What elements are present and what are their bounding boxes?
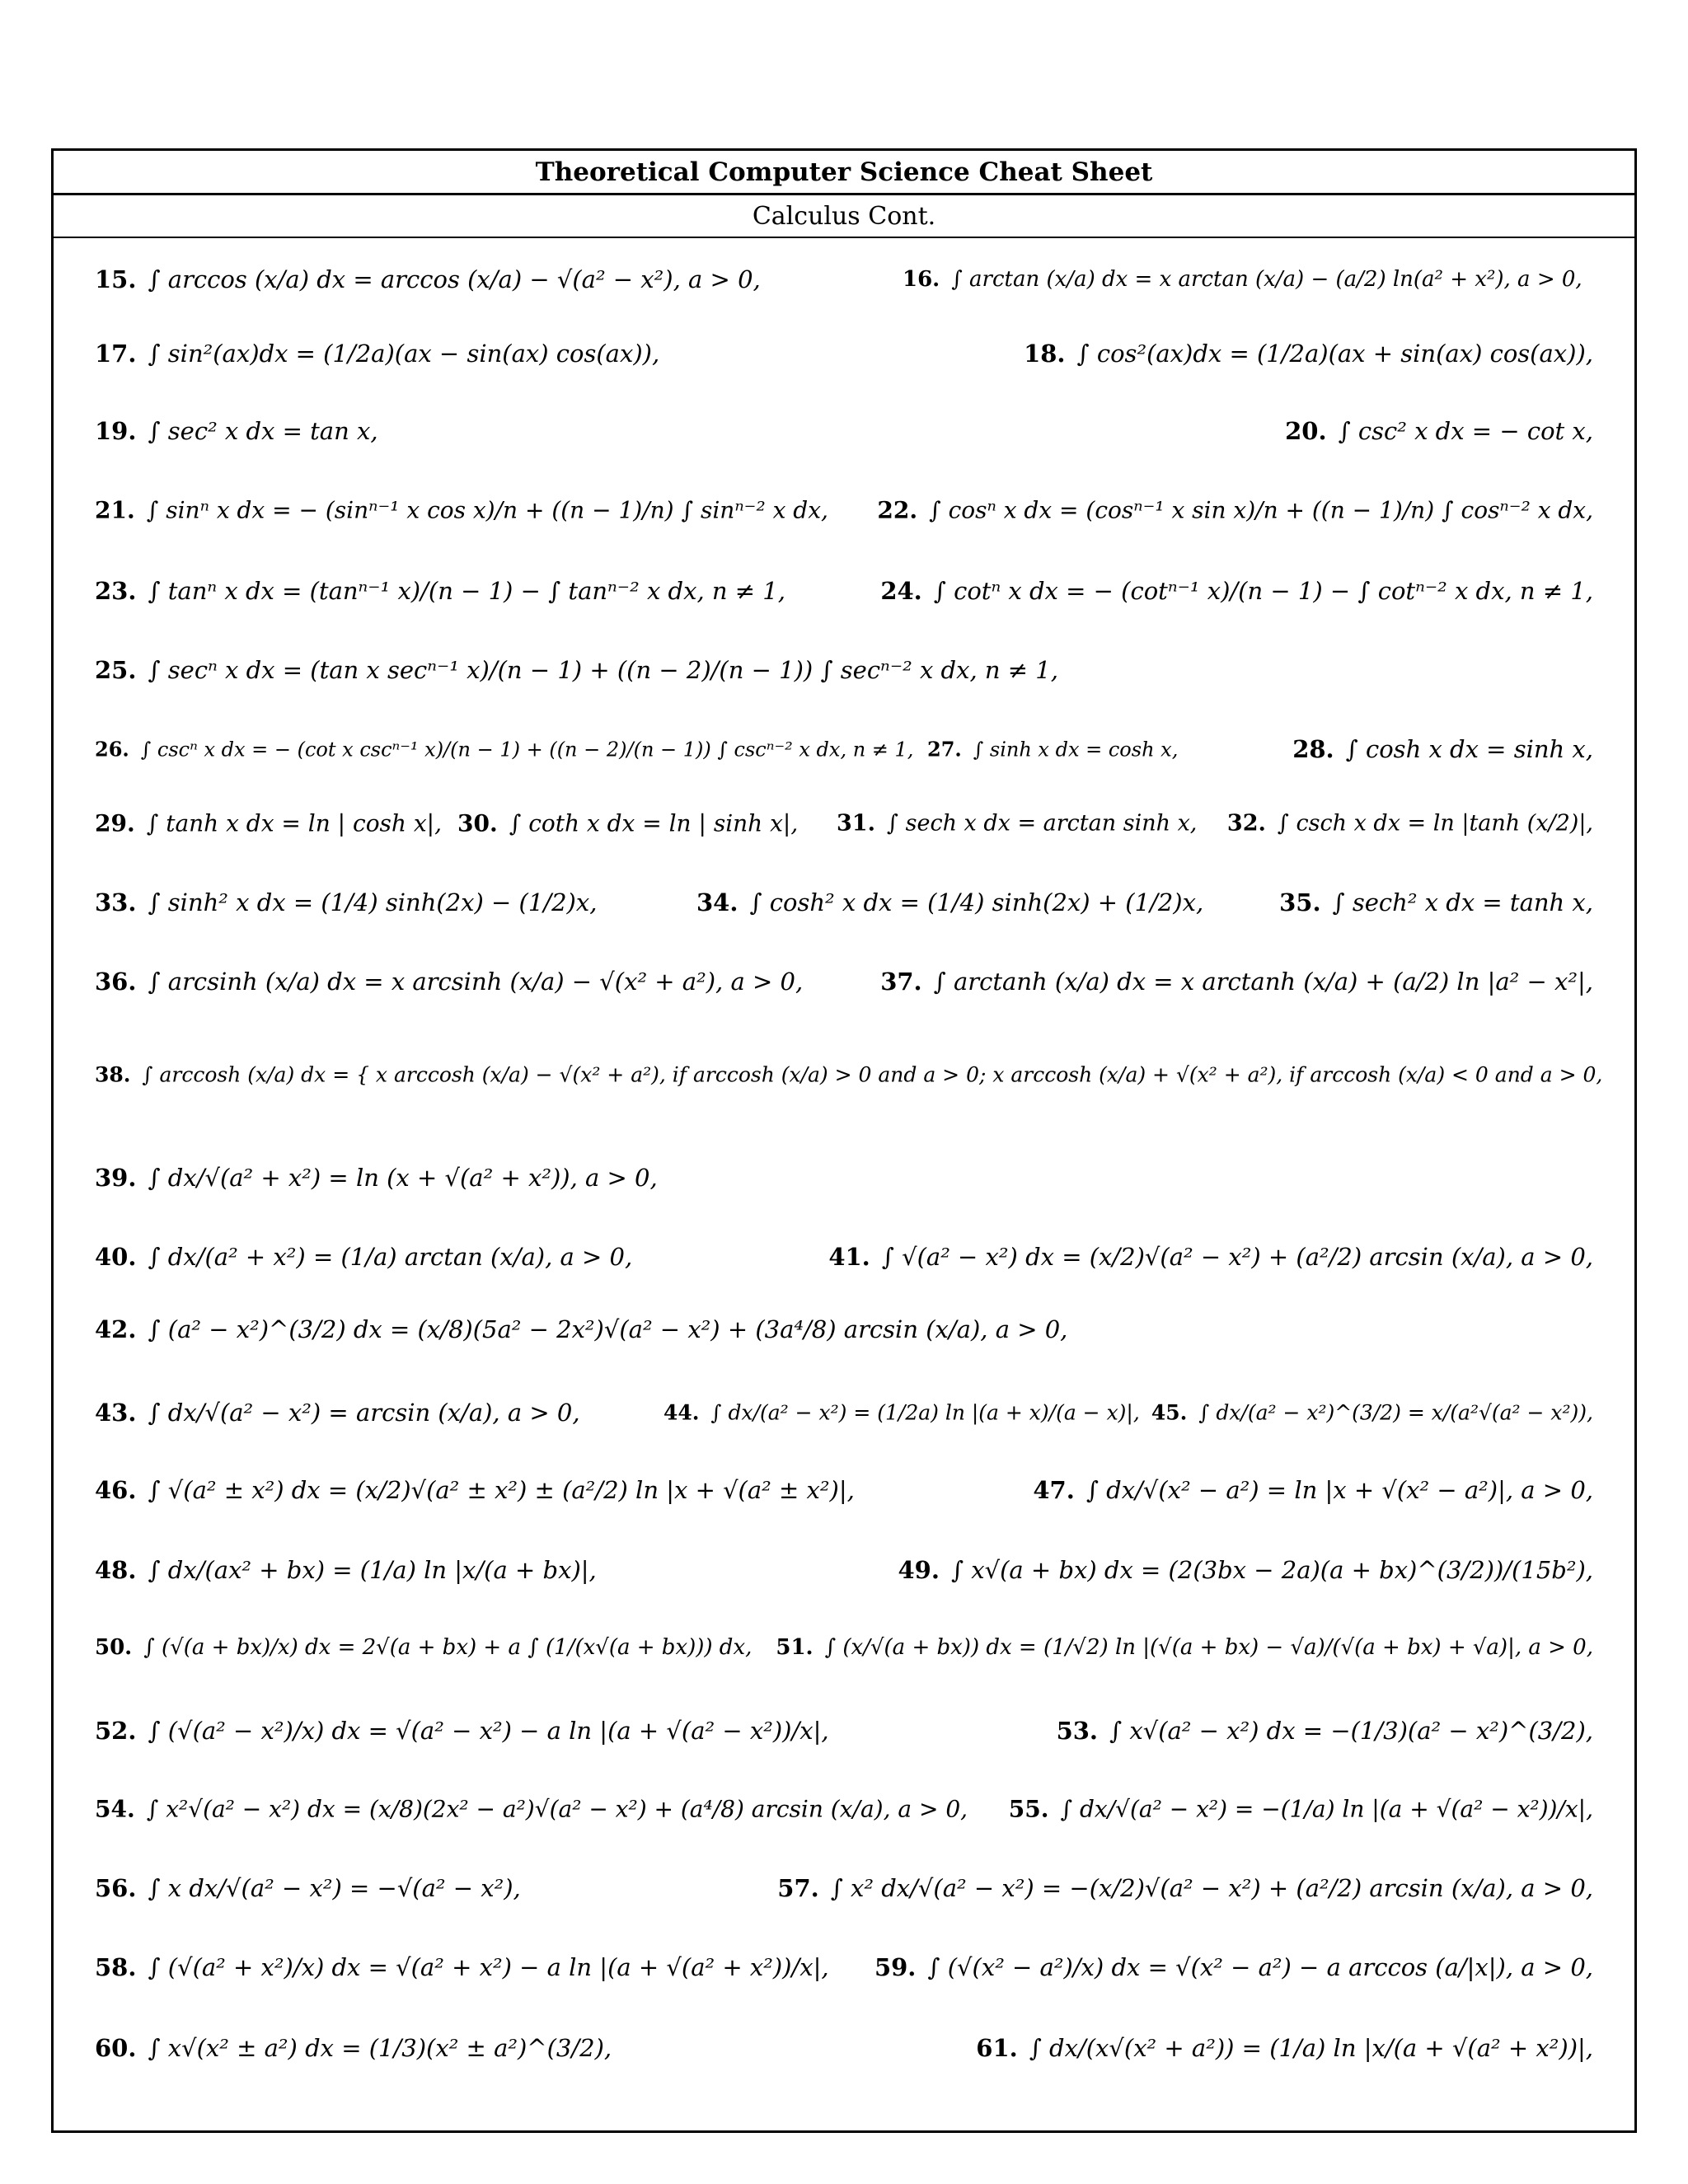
- formula-expression: ∫ sin²(ax)dx = (1/2a)(ax − sin(ax) cos(ax)),: [148, 340, 660, 368]
- formula-number: 46.: [95, 1476, 137, 1504]
- formula-expression: ∫ (a² − x²)^(3/2) dx = (x/8)(5a² − 2x²)√(a² − x²) + (3a⁴/8) arcsin (x/a), a > 0,: [148, 1315, 1068, 1343]
- formula-expression: ∫ arctanh (x/a) dx = x arctanh (x/a) + (a/2) ln |a² − x²|,: [933, 968, 1593, 996]
- formula-expression: ∫ (√(x² − a²)/x) dx = √(x² − a²) − a arccos (a/|x|), a > 0,: [927, 1953, 1593, 1981]
- formula: [95, 340, 659, 368]
- formula-expression: ∫ (√(a² − x²)/x) dx = √(a² − x²) − a ln |(a + √(a² − x²))/x|,: [148, 1717, 829, 1745]
- formula-number: 56.: [95, 1874, 137, 1902]
- formula-expression: ∫ (√(a² + x²)/x) dx = √(a² + x²) − a ln |(a + √(a² + x²))/x|,: [148, 1953, 829, 1981]
- formula-expression: ∫ csch x dx = ln |tanh (x/2)|,: [1277, 810, 1593, 837]
- formula-expression: ∫ arcsinh (x/a) dx = x arcsinh (x/a) − √(x² + a²), a > 0,: [148, 968, 804, 996]
- formula: [880, 577, 1593, 605]
- page-title: Theoretical Computer Science Cheat Sheet: [54, 151, 1634, 195]
- formula-row: [54, 629, 1634, 711]
- formula: [1057, 1717, 1593, 1745]
- formula-row: [54, 321, 1634, 387]
- formula-number: 31.: [837, 810, 875, 837]
- formula-expression: ∫ x√(x² ± a²) dx = (1/3)(x² ± a²)^(3/2),: [148, 2034, 612, 2062]
- formula: [696, 888, 1203, 916]
- formula-number: 37.: [880, 968, 922, 996]
- formula: [457, 810, 798, 837]
- formula-row: [54, 550, 1634, 632]
- formula-number: 54.: [95, 1795, 135, 1823]
- formula-number: 41.: [828, 1243, 870, 1271]
- section-title: Calculus Cont.: [54, 195, 1634, 238]
- formula-row: [54, 1367, 1634, 1458]
- formula-row: [54, 869, 1634, 935]
- formula-number: 59.: [874, 1953, 917, 1981]
- formula-number: 36.: [95, 968, 137, 996]
- formula-row: [54, 246, 1634, 312]
- formula-number: 34.: [696, 888, 738, 916]
- formula: [903, 267, 1582, 292]
- formula-expression: ∫ dx/(ax² + bx) = (1/a) ln |x/(a + bx)|,: [148, 1556, 597, 1584]
- formula-number: 21.: [95, 496, 135, 524]
- formula-number: 50.: [95, 1635, 133, 1660]
- formula-number: 33.: [95, 888, 137, 916]
- formula-row: [54, 1529, 1634, 1611]
- formula: [1024, 340, 1593, 368]
- formula-expression: ∫ sinⁿ x dx = − (sinⁿ⁻¹ x cos x)/n + ((n − 1)/n) ∫ sinⁿ⁻² x dx,: [146, 496, 828, 524]
- formula-row: [54, 2007, 1634, 2089]
- formula-number: 60.: [95, 2034, 137, 2062]
- formula-expression: ∫ secⁿ x dx = (tan x secⁿ⁻¹ x)/(n − 1) + ((n − 2)/(n − 1)) ∫ secⁿ⁻² x dx, n ≠ 1,: [148, 656, 1058, 684]
- formula: [95, 968, 803, 996]
- formula: [95, 656, 1058, 684]
- formula-expression: ∫ cosh x dx = sinh x,: [1345, 735, 1593, 763]
- formula-row: [54, 790, 1634, 856]
- formula-expression: ∫ coth x dx = ln | sinh x|,: [509, 809, 799, 837]
- formula-expression: ∫ cscⁿ x dx = − (cot x cscⁿ⁻¹ x)/(n − 1) + ((n − 2)/(n − 1)) ∫ cscⁿ⁻² x dx, n ≠ 1,: [140, 738, 914, 761]
- formula-number: 48.: [95, 1556, 137, 1584]
- formula-number: 52.: [95, 1717, 137, 1745]
- formula-expression: ∫ √(a² ± x²) dx = (x/2)√(a² ± x²) ± (a²/2) ln |x + √(a² ± x²)|,: [148, 1476, 855, 1504]
- formula-number: 43.: [95, 1399, 137, 1427]
- formula-number: 38.: [95, 1062, 131, 1087]
- formula-expression: ∫ x√(a + bx) dx = (2(3bx − 2a)(a + bx)^(3/2))/(15b²),: [950, 1556, 1593, 1584]
- formula: [95, 1315, 1067, 1343]
- formula-number: 24.: [880, 577, 922, 605]
- formula: [1292, 735, 1593, 763]
- formula-row: [54, 1606, 1634, 1689]
- formula-number: 35.: [1279, 888, 1321, 916]
- formula-number: 57.: [777, 1874, 819, 1902]
- formula-expression: ∫ arccosh (x/a) dx = { x arccosh (x/a) − √(x² + a²), if arccosh (x/a) > 0 and a > 0; x arccosh (x/a) + √(x² + a²), if arccosh (x/a) < 0 and a > 0,: [142, 1062, 1603, 1087]
- formula: [776, 1635, 1593, 1660]
- formula-row: [54, 1926, 1634, 2008]
- formula-expression: ∫ x√(a² − x²) dx = −(1/3)(a² − x²)^(3/2),: [1109, 1717, 1593, 1745]
- formula-expression: ∫ cosⁿ x dx = (cosⁿ⁻¹ x sin x)/n + ((n − 1)/n) ∫ cosⁿ⁻² x dx,: [929, 496, 1593, 524]
- formula-expression: ∫ csc² x dx = − cot x,: [1338, 417, 1593, 445]
- formula-row: [54, 1021, 1634, 1128]
- formula-expression: ∫ dx/√(a² + x²) = ln (x + √(a² + x²)), a > 0,: [148, 1164, 658, 1192]
- formula-number: 51.: [776, 1635, 814, 1660]
- formula-row: [54, 1685, 1634, 1776]
- formula-number: 20.: [1285, 417, 1327, 445]
- formula: [976, 2034, 1593, 2062]
- formula-number: 27.: [927, 737, 962, 762]
- formula-expression: ∫ (√(a + bx)/x) dx = 2√(a + bx) + a ∫ (1/(x√(a + bx))) dx,: [143, 1635, 753, 1660]
- formula-number: 58.: [95, 1953, 137, 1981]
- formula-row: [54, 1453, 1634, 1527]
- formula: [95, 888, 597, 916]
- formula: [663, 1401, 1140, 1425]
- formula-number: 16.: [903, 267, 940, 292]
- formula-row: [54, 1768, 1634, 1850]
- formula: [95, 1063, 1602, 1087]
- formula-number: 18.: [1024, 340, 1066, 368]
- formula: [1279, 888, 1593, 916]
- formula: [898, 1556, 1594, 1584]
- formula-number: 29.: [95, 809, 135, 837]
- formula: [95, 577, 785, 605]
- formula: [95, 1243, 632, 1271]
- formula: [874, 1953, 1593, 1981]
- formula-expression: ∫ cos²(ax)dx = (1/2a)(ax + sin(ax) cos(ax)),: [1076, 340, 1593, 368]
- cheat-sheet: [51, 148, 1637, 2133]
- formula-number: 49.: [898, 1556, 940, 1584]
- formula-expression: ∫ sech² x dx = tanh x,: [1332, 888, 1593, 916]
- formula: [95, 738, 913, 762]
- formula: [95, 1399, 580, 1427]
- formula-number: 55.: [1008, 1795, 1049, 1823]
- formula: [877, 497, 1593, 524]
- formula-row: [54, 949, 1634, 1015]
- formula-expression: ∫ (x/√(a + bx)) dx = (1/√2) ln |(√(a + bx) − √a)/(√(a + bx) + √a)|, a > 0,: [824, 1635, 1593, 1660]
- formula-expression: ∫ sech x dx = arctan sinh x,: [886, 810, 1198, 837]
- formula: [927, 738, 1178, 762]
- formula: [1227, 811, 1593, 837]
- formula-expression: ∫ cosh² x dx = (1/4) sinh(2x) + (1/2)x,: [749, 888, 1204, 916]
- formula-expression: ∫ arctan (x/a) dx = x arctan (x/a) − (a/2) ln(a² + x²), a > 0,: [951, 267, 1582, 292]
- formula: [1009, 1796, 1593, 1823]
- formula-number: 32.: [1226, 810, 1266, 837]
- formula-number: 47.: [1033, 1476, 1075, 1504]
- formula: [95, 1874, 521, 1902]
- formula: [95, 1796, 968, 1823]
- formula-expression: ∫ dx/(a² − x²) = (1/2a) ln |(a + x)/(a − x)|,: [710, 1400, 1140, 1425]
- formula-row: [54, 1847, 1634, 1929]
- formula-expression: ∫ cotⁿ x dx = − (cotⁿ⁻¹ x)/(n − 1) − ∫ cotⁿ⁻² x dx, n ≠ 1,: [933, 577, 1593, 605]
- formula-number: 53.: [1056, 1717, 1099, 1745]
- formula-number: 19.: [95, 417, 137, 445]
- formula: [95, 417, 378, 445]
- formula-number: 22.: [877, 496, 918, 524]
- formula-expression: ∫ dx/√(x² − a²) = ln |x + √(x² − a²)|, a > 0,: [1085, 1476, 1593, 1504]
- formula-number: 17.: [95, 340, 137, 368]
- formula: [95, 1635, 752, 1660]
- formula-expression: ∫ sinh x dx = cosh x,: [973, 738, 1179, 761]
- formula: [95, 2034, 612, 2062]
- formula-expression: ∫ √(a² − x²) dx = (x/2)√(a² − x²) + (a²/2) arcsin (x/a), a > 0,: [881, 1243, 1593, 1271]
- formula-expression: ∫ sinh² x dx = (1/4) sinh(2x) − (1/2)x,: [148, 888, 598, 916]
- formula-expression: ∫ dx/(x√(x² + a²)) = (1/a) ln |x/(a + √(a² + x²))|,: [1029, 2034, 1593, 2062]
- formula-number: 61.: [976, 2034, 1018, 2062]
- formula-expression: ∫ dx/√(a² − x²) = −(1/a) ln |(a + √(a² − x²))/x|,: [1060, 1795, 1593, 1823]
- formula: [95, 1717, 829, 1745]
- formula: [95, 1556, 597, 1584]
- formula-expression: ∫ sec² x dx = tan x,: [148, 417, 378, 445]
- formula: [880, 968, 1593, 996]
- formula-number: 39.: [95, 1164, 137, 1192]
- formula-expression: ∫ x²√(a² − x²) dx = (x/8)(2x² − a²)√(a² − x²) + (a⁴/8) arcsin (x/a), a > 0,: [146, 1795, 968, 1823]
- formula: [95, 1953, 829, 1981]
- formula-number: 42.: [95, 1315, 137, 1343]
- formula-row: [54, 398, 1634, 464]
- formula-row: [54, 708, 1634, 790]
- formula-number: 23.: [95, 577, 137, 605]
- formula-row: [54, 1216, 1634, 1298]
- formula-number: 15.: [95, 265, 137, 293]
- formula-number: 44.: [663, 1400, 700, 1425]
- formula-row: [54, 1137, 1634, 1219]
- formula-expression: ∫ tanⁿ x dx = (tanⁿ⁻¹ x)/(n − 1) − ∫ tanⁿ⁻² x dx, n ≠ 1,: [148, 577, 785, 605]
- formula-number: 30.: [457, 809, 498, 837]
- formula: [828, 1243, 1593, 1271]
- formula-number: 45.: [1151, 1400, 1188, 1425]
- formula: [95, 1164, 658, 1192]
- formula: [1033, 1476, 1593, 1504]
- formula: [95, 1476, 855, 1504]
- formula-expression: ∫ dx/√(a² − x²) = arcsin (x/a), a > 0,: [148, 1399, 580, 1427]
- formula-number: 26.: [95, 737, 129, 762]
- formula: [837, 811, 1197, 837]
- formula: [777, 1874, 1593, 1902]
- formula: [1285, 417, 1593, 445]
- formula-row: [54, 1296, 1634, 1362]
- formula-expression: ∫ dx/(a² + x²) = (1/a) arctan (x/a), a > 0,: [148, 1243, 633, 1271]
- formula-expression: ∫ x² dx/√(a² − x²) = −(x/2)√(a² − x²) + (a²/2) arcsin (x/a), a > 0,: [830, 1874, 1593, 1902]
- formula: [95, 810, 442, 837]
- formula-expression: ∫ arccos (x/a) dx = arccos (x/a) − √(a² − x²), a > 0,: [148, 265, 761, 293]
- formula-expression: ∫ tanh x dx = ln | cosh x|,: [146, 809, 442, 837]
- formula-row: [54, 469, 1634, 551]
- formula: [95, 265, 761, 293]
- formula-number: 25.: [95, 656, 137, 684]
- formula-number: 40.: [95, 1243, 137, 1271]
- formula: [95, 497, 828, 524]
- formula-expression: ∫ dx/(a² − x²)^(3/2) = x/(a²√(a² − x²)),: [1198, 1400, 1593, 1425]
- formula: [1151, 1401, 1593, 1425]
- formula-expression: ∫ x dx/√(a² − x²) = −√(a² − x²),: [148, 1874, 521, 1902]
- formula-number: 28.: [1292, 735, 1334, 763]
